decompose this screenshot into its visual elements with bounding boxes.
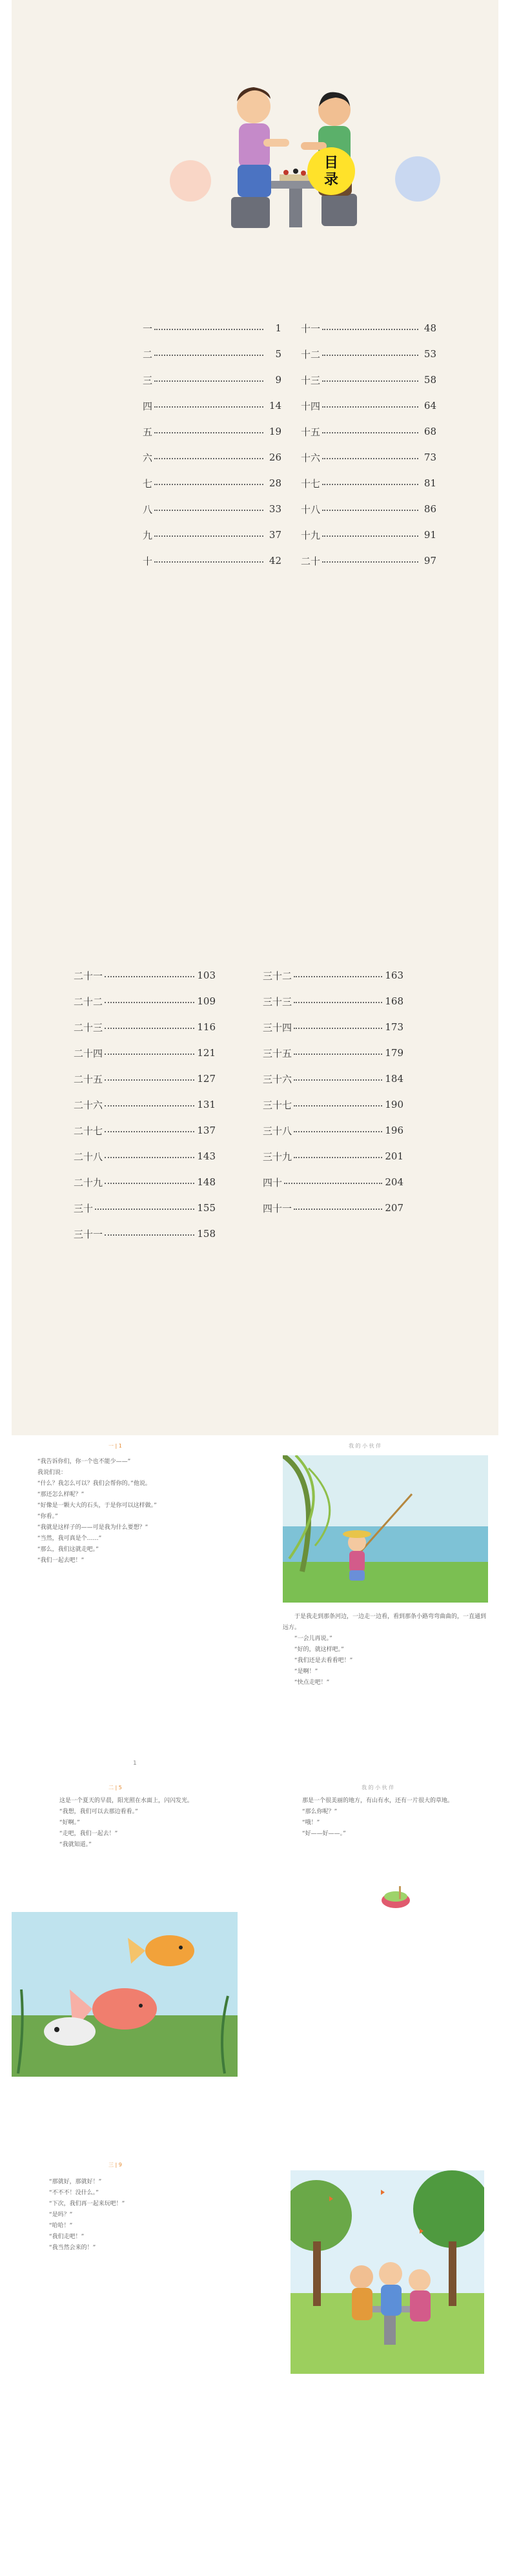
dot-leader [154,510,263,511]
dot-leader [95,1209,194,1210]
dot-leader [294,1209,382,1210]
toc-entry-label: 十九 [301,529,321,541]
paragraph: “我就是这样子的——可是我为什么要想？” [37,1524,148,1531]
toc-entry-label: 十 [143,555,153,567]
toc-entry[interactable] [301,393,436,419]
paragraph: 那是一个很美丽的地方，有山有水，还有一片很大的草地。 [302,1798,454,1804]
dot-leader [154,458,263,459]
toc-entry[interactable] [263,1195,403,1221]
toc-entry[interactable] [301,367,436,393]
page-6 [265,2157,498,2571]
toc-entry-label: 三十六 [263,1073,292,1085]
dot-leader [154,484,263,485]
toc-entry-label: 十三 [301,374,321,386]
paragraph: “快点走吧！” [294,1679,330,1686]
page-2 [265,1437,498,1773]
dot-leader [105,1028,194,1029]
dot-leader [154,329,263,330]
dot-leader [322,535,418,537]
toc-entry-page: 91 [423,529,436,541]
toc-entry-label: 十一 [301,322,321,335]
toc-column-4 [263,962,403,1221]
toc-entry[interactable] [263,1092,403,1117]
dot-leader [322,458,418,459]
toc-entry-page: 9 [275,374,281,386]
toc-column-2 [301,315,436,574]
paragraph: “我们一起去吧！” [37,1557,85,1564]
toc-column-3 [74,962,216,1247]
pink-circle-decoration [170,160,211,202]
dot-leader [294,1157,382,1158]
toc-entry[interactable] [263,1040,403,1066]
toc-entry-page: 163 [385,970,403,981]
toc-entry[interactable] [301,548,436,574]
toc-column-1 [143,315,281,574]
toc-entry-page: 58 [423,374,436,386]
toc-entry-page: 48 [423,322,436,334]
paragraph: “是啊！” [294,1668,318,1675]
paragraph: “下次，我们再一起来玩吧！” [49,2201,125,2207]
toc-entry[interactable] [74,1195,216,1221]
toc-entry[interactable] [263,1169,403,1195]
toc-entry[interactable] [143,419,281,444]
toc-entry-page: 33 [269,503,281,515]
paragraph: “好的，就这样吧。” [294,1646,344,1653]
toc-entry[interactable] [301,470,436,496]
paragraph: “好啊。” [59,1820,80,1826]
toc-entry-page: 26 [269,452,281,463]
toc-entry-page: 97 [423,555,436,566]
toc-entry-label: 四十一 [263,1202,292,1214]
toc-title-char-2: 录 [323,171,338,188]
dot-leader [322,380,418,382]
paragraph: “一会儿再说。” [294,1636,332,1642]
dot-leader [322,406,418,408]
dot-leader [284,1183,382,1184]
paragraph: “那么，我们这就走吧。” [37,1546,99,1553]
toc-entry-label: 九 [143,529,153,541]
toc-entry[interactable] [143,393,281,419]
toc-entry-label: 十七 [301,477,321,490]
paragraph: “不不不！没什么。” [49,2190,99,2196]
dot-leader [294,1002,382,1003]
toc-entry-page: 190 [385,1099,403,1110]
toc-entry-label: 二 [143,348,153,360]
dot-leader [154,535,263,537]
toc-entry-label: 六 [143,452,153,464]
toc-entry-page: 127 [197,1073,216,1085]
dot-leader [105,1234,194,1236]
toc-entry-page: 103 [197,970,216,981]
paragraph: “我想，我们可以去那边看看。” [59,1809,138,1815]
toc-entry[interactable] [263,1014,403,1040]
toc-entry-label: 十八 [301,503,321,515]
toc-entry-page: 53 [423,348,436,360]
page-text [291,1796,484,1840]
page-1 [12,1437,263,1773]
toc-entry-label: 三 [143,374,153,386]
toc-entry[interactable] [301,315,436,341]
dot-leader [294,1054,382,1055]
running-header: 我 的 小 伙 伴 [349,1443,382,1449]
toc-entry[interactable] [301,419,436,444]
toc-entry-label: 八 [143,503,153,515]
running-header: 我 的 小 伙 伴 [362,1785,394,1791]
toc-entry-label: 三十四 [263,1021,292,1034]
toc-entry-label: 三十八 [263,1125,292,1137]
dot-leader [294,1028,382,1029]
toc-entry-page: 179 [385,1047,403,1059]
dot-leader [105,1054,194,1055]
toc-entry-label: 三十九 [263,1150,292,1163]
dot-leader [154,355,263,356]
dot-leader [105,1079,194,1081]
dot-leader [322,561,418,563]
toc-entry[interactable] [74,1221,216,1247]
toc-entry-page: 68 [423,426,436,437]
paragraph: “当然，我可真是个……” [37,1535,102,1542]
toc-entry-page: 121 [197,1047,216,1059]
toc-entry-page: 64 [423,400,436,411]
toc-page [12,0,498,1435]
dot-leader [105,1002,194,1003]
toc-entry-page: 196 [385,1125,403,1136]
paragraph: 我说们说： [37,1470,67,1476]
toc-entry-label: 二十一 [74,970,103,982]
toc-entry-page: 109 [197,995,216,1007]
toc-entry[interactable] [143,470,281,496]
toc-entry-page: 86 [423,503,436,515]
dot-leader [105,1105,194,1106]
chapter-header: 二 | 5 [108,1785,122,1791]
toc-entry-page: 131 [197,1099,216,1110]
paragraph: 于是我走到那条河边，一边走一边看，看到那条小路弯弯曲曲的，一直通到远方。 [283,1614,487,1631]
toc-entry-page: 1 [275,322,281,334]
toc-entry[interactable] [74,1169,216,1195]
page-3 [12,1783,263,2145]
toc-entry-page: 184 [385,1073,403,1085]
toc-entry-page: 148 [197,1176,216,1188]
toc-entry[interactable] [74,962,216,988]
toc-entry-label: 二十五 [74,1073,103,1085]
toc-entry[interactable] [263,1117,403,1143]
paragraph: 这是一个夏天的早晨，阳光照在水面上，闪闪发光。 [59,1798,194,1804]
toc-entry[interactable] [143,496,281,522]
toc-entry-page: 37 [269,529,281,541]
toc-entry-page: 19 [269,426,281,437]
toc-entry[interactable] [301,341,436,367]
paragraph: “我们还是去看看吧！” [294,1657,353,1664]
toc-entry-label: 三十二 [263,970,292,982]
toc-entry[interactable] [143,548,281,574]
goldfish-illustration [12,1912,238,2077]
toc-entry-label: 四 [143,400,153,412]
chapter-header: 三 | 9 [108,2162,122,2168]
page-5 [12,2157,263,2571]
toc-entry-page: 173 [385,1021,403,1033]
dot-leader [105,1183,194,1184]
dot-leader [105,1131,194,1132]
toc-entry[interactable] [263,1066,403,1092]
page-text [26,1457,250,1566]
toc-entry-label: 二十三 [74,1021,103,1034]
toc-entry-label: 三十 [74,1202,94,1214]
page-text [283,1612,488,1688]
page-4 [265,1783,498,2145]
toc-entry-page: 116 [197,1021,216,1033]
toc-entry-page: 168 [385,995,403,1007]
dot-leader [105,976,194,977]
page-text [48,1796,241,1851]
paragraph: “那么你呢？” [302,1809,338,1815]
toc-entry-label: 二十二 [74,995,103,1008]
toc-entry-label: 七 [143,477,153,490]
toc-entry[interactable] [263,1143,403,1169]
toc-entry-label: 十四 [301,400,321,412]
paragraph: “你看。” [37,1513,58,1520]
toc-entry[interactable] [301,444,436,470]
toc-entry[interactable] [143,341,281,367]
toc-entry-page: 201 [385,1150,403,1162]
dot-leader [154,380,263,382]
paragraph: “那就好，那就好！” [49,2179,102,2185]
dot-leader [322,484,418,485]
dot-leader [154,561,263,563]
toc-entry-label: 四十 [263,1176,283,1189]
toc-entry[interactable] [263,962,403,988]
toc-entry-page: 14 [269,400,281,411]
toc-entry[interactable] [74,1092,216,1117]
toc-entry[interactable] [143,367,281,393]
toc-entry-page: 137 [197,1125,216,1136]
toc-entry[interactable] [301,496,436,522]
dot-leader [322,355,418,356]
blue-circle-decoration [395,156,440,202]
paragraph: “好像是一颗大大的石头，于是你可以这样做。” [37,1502,157,1509]
page-text [37,2177,250,2254]
dot-leader [294,1105,382,1106]
toc-entry-page: 204 [385,1176,403,1188]
dot-leader [322,510,418,511]
toc-entry-label: 二十八 [74,1150,103,1163]
paragraph: “什么？我怎么可以？我们会帮你的。”他说。 [37,1480,151,1487]
paragraph: “那还怎么样呢？” [37,1491,85,1498]
chapter-header: 一 | 1 [108,1443,122,1449]
paragraph: “哦！” [302,1820,320,1826]
dot-leader [294,1131,382,1132]
toc-entry[interactable] [74,988,216,1014]
dot-leader [154,432,263,433]
dot-leader [154,406,263,408]
toc-entry[interactable] [143,522,281,548]
kids-in-park-illustration [291,2170,484,2374]
toc-entry-label: 十五 [301,426,321,438]
toc-entry[interactable] [74,1143,216,1169]
dot-leader [322,432,418,433]
paragraph: “我们走吧！” [49,2234,85,2240]
toc-entry[interactable] [74,1040,216,1066]
toc-title-badge [307,147,355,195]
dot-leader [294,976,382,977]
paragraph: “我就知道。” [59,1842,92,1848]
toc-entry-label: 三十三 [263,995,292,1008]
toc-entry-page: 155 [197,1202,216,1214]
bowl-of-food-illustration [380,1881,412,1913]
toc-entry-page: 73 [423,452,436,463]
toc-entry[interactable] [74,1014,216,1040]
toc-entry-page: 207 [385,1202,403,1214]
toc-entry-label: 一 [143,322,153,335]
paragraph: “哈哈！” [49,2223,73,2229]
toc-entry-label: 三十五 [263,1047,292,1059]
toc-entry-page: 143 [197,1150,216,1162]
paragraph: “我告诉你们，你一个也不能少——” [37,1459,131,1465]
toc-entry-page: 81 [423,477,436,489]
toc-entry[interactable] [74,1117,216,1143]
toc-entry[interactable] [143,315,281,341]
toc-entry-label: 二十七 [74,1125,103,1137]
toc-entry-label: 二十 [301,555,321,567]
paragraph: “是吗？” [49,2212,73,2218]
toc-entry[interactable] [74,1066,216,1092]
toc-entry-page: 42 [269,555,281,566]
toc-entry-label: 二十九 [74,1176,103,1189]
toc-entry[interactable] [263,988,403,1014]
paragraph: “我当然会来的！” [49,2245,96,2251]
toc-entry-label: 十六 [301,452,321,464]
dot-leader [105,1157,194,1158]
toc-title-char-1: 目 [323,154,338,171]
girl-fishing-illustration [283,1455,488,1603]
toc-entry-label: 二十六 [74,1099,103,1111]
toc-entry[interactable] [143,444,281,470]
toc-entry-page: 28 [269,477,281,489]
page-number: 1 [133,1760,137,1767]
dot-leader [322,329,418,330]
toc-entry-label: 三十一 [74,1228,103,1240]
toc-entry-page: 5 [275,348,281,360]
toc-entry-label: 三十七 [263,1099,292,1111]
toc-entry-label: 二十四 [74,1047,103,1059]
dot-leader [294,1079,382,1081]
paragraph: “好——好——。” [302,1831,346,1837]
toc-entry[interactable] [301,522,436,548]
toc-entry-label: 十二 [301,348,321,360]
paragraph: “走吧，我们一起去！” [59,1831,118,1837]
toc-entry-page: 158 [197,1228,216,1240]
toc-entry-label: 五 [143,426,153,438]
